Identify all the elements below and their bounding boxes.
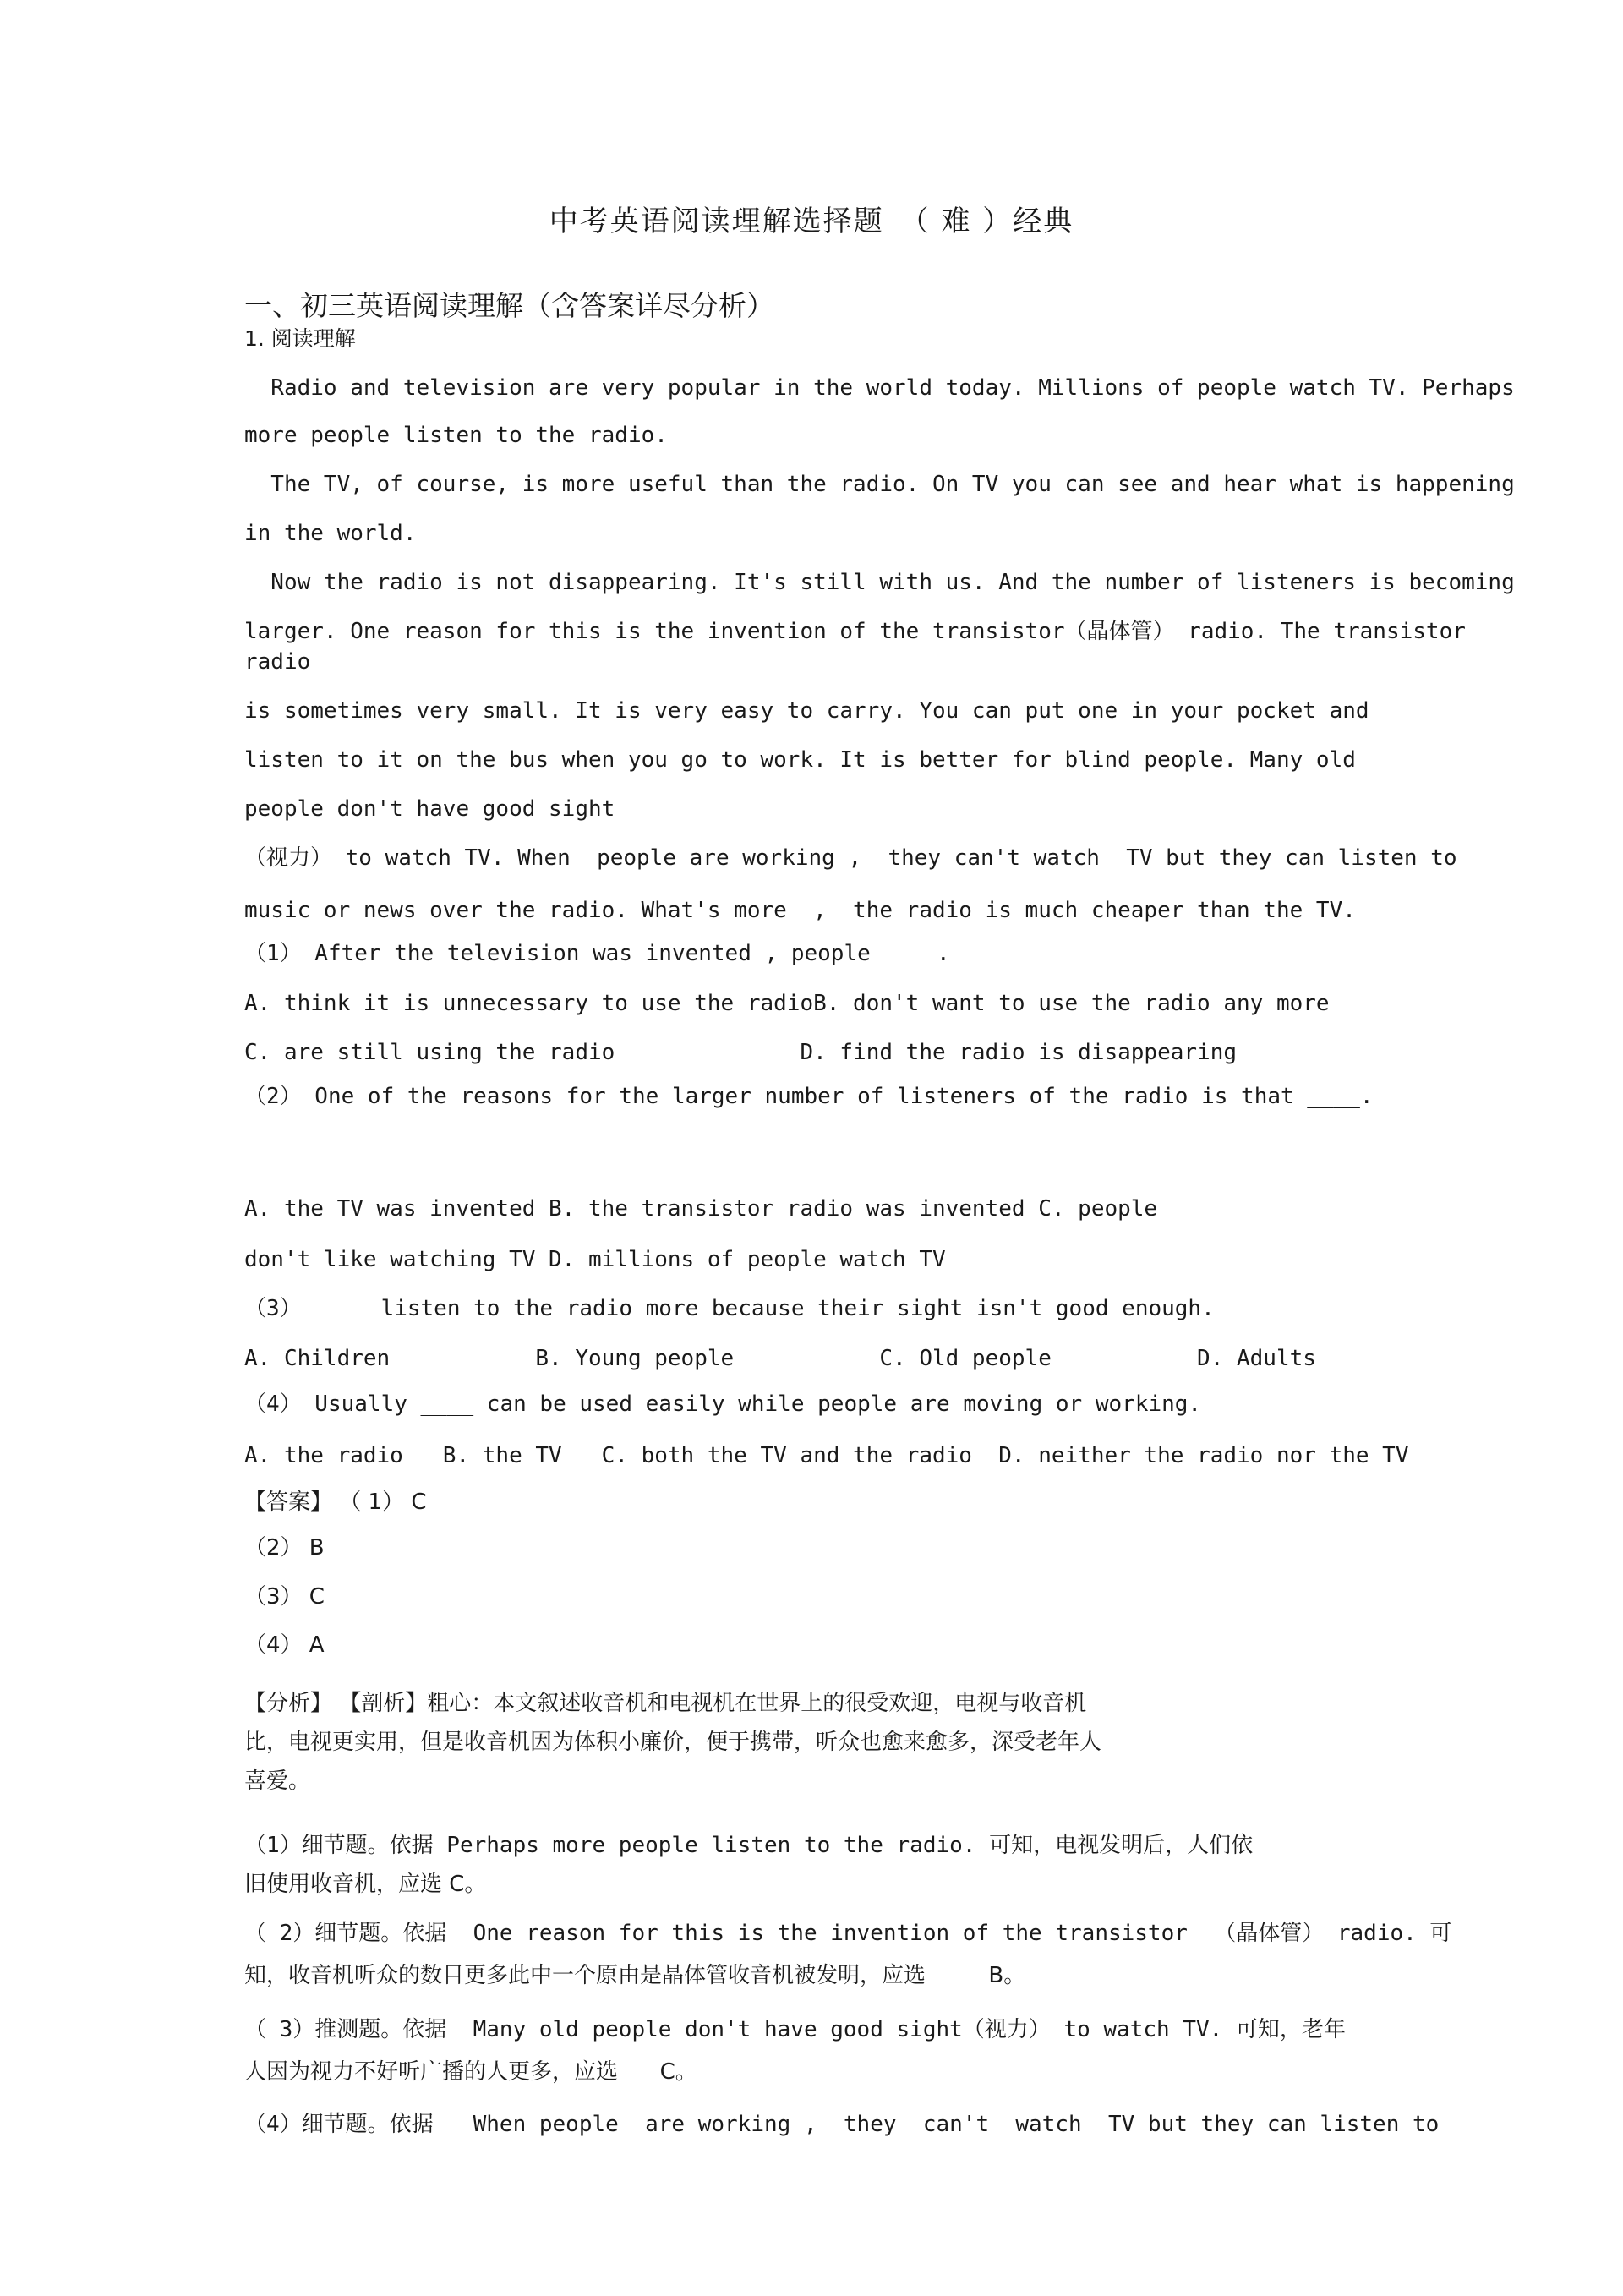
question-option: don't like watching TV D. millions of people watch TV (244, 1247, 946, 1272)
passage-line: music or news over the radio. What's more , the radio is much cheaper than the TV. (244, 898, 1356, 923)
question-option: A. the TV was invented B. the transistor radio was invented C. people (244, 1196, 1158, 1222)
passage-line: radio (244, 649, 311, 675)
passage-line: Now the radio is not disappearing. It's still with us. And the number of listeners is becoming (244, 570, 1515, 595)
answer-line: （4） A (244, 1632, 325, 1658)
question-label: 1. 阅读理解 (244, 326, 356, 351)
explanation-line: 人因为视力不好听广播的人更多，应选 C。 (244, 2059, 697, 2085)
explanation-line: （4）细节题。依据 When people are working , they can't watch TV but they can listen to (244, 2112, 1440, 2137)
passage-line: people don't have good sight (244, 796, 615, 822)
question-stem: （3） ____ listen to the radio more because their sight isn't good enough. (244, 1296, 1215, 1321)
question-stem: （4） Usually ____ can be used easily while people are moving or working. (244, 1391, 1202, 1417)
passage-line: Radio and television are very popular in the world today. Millions of people watch TV. Perhaps (244, 375, 1515, 401)
answer-line: （2） B (244, 1535, 325, 1561)
analysis-line: 喜爱。 (244, 1768, 311, 1794)
explanation-line: （1）细节题。依据 Perhaps more people listen to the radio. 可知，电视发明后，人们依 (244, 1833, 1254, 1858)
explanation-line: （ 2）细节题。依据 One reason for this is the invention of the transistor （晶体管） radio. 可 (244, 1921, 1452, 1946)
section-heading: 一、初三英语阅读理解（含答案详尽分析） (244, 289, 774, 322)
page-title: 中考英语阅读理解选择题 （ 难 ）经典 (549, 205, 1074, 238)
question-option: C. are still using the radio D. find the radio is disappearing (244, 1040, 1237, 1065)
question-stem: （2） One of the reasons for the larger number of listeners of the radio is that ____. (244, 1084, 1374, 1109)
question-option: A. Children B. Young people C. Old people D. Adults (244, 1346, 1316, 1371)
passage-line: in the world. (244, 521, 417, 546)
analysis-line: 【分析】 【剖析】粗心：本文叙述收音机和电视机在世界上的很受欢迎，电视与收音机 (244, 1691, 1087, 1716)
explanation-line: 知，收音机听众的数目更多此中一个原由是晶体管收音机被发明，应选 B。 (244, 1963, 1026, 1988)
passage-line: is sometimes very small. It is very easy to carry. You can put one in your pocket and (244, 698, 1369, 724)
question-option: A. the radio B. the TV C. both the TV and the radio D. neither the radio nor the TV (244, 1443, 1409, 1468)
analysis-line: 比，电视更实用，但是收音机因为体积小廉价，便于携带，听众也愈来愈多，深受老年人 (244, 1730, 1102, 1755)
answer-line: 【答案】 （ 1） C (244, 1490, 427, 1515)
question-option: A. think it is unnecessary to use the radioB. don't want to use the radio any more (244, 991, 1330, 1016)
passage-line: more people listen to the radio. (244, 423, 668, 448)
question-stem: （1） After the television was invented , people ____. (244, 941, 950, 966)
explanation-line: （ 3）推测题。依据 Many old people don't have good sight（视力） to watch TV. 可知，老年 (244, 2017, 1346, 2042)
passage-line: listen to it on the bus when you go to work. It is better for blind people. Many old (244, 747, 1356, 773)
passage-line: （视力） to watch TV. When people are working , they can't watch TV but they can listen to (244, 845, 1457, 871)
passage-line: The TV, of course, is more useful than the radio. On TV you can see and hear what is happening (244, 472, 1515, 497)
passage-line: larger. One reason for this is the invention of the transistor（晶体管） radio. The transistor (244, 619, 1466, 644)
explanation-line: 旧使用收音机，应选 C。 (244, 1872, 487, 1897)
answer-line: （3） C (244, 1584, 325, 1610)
